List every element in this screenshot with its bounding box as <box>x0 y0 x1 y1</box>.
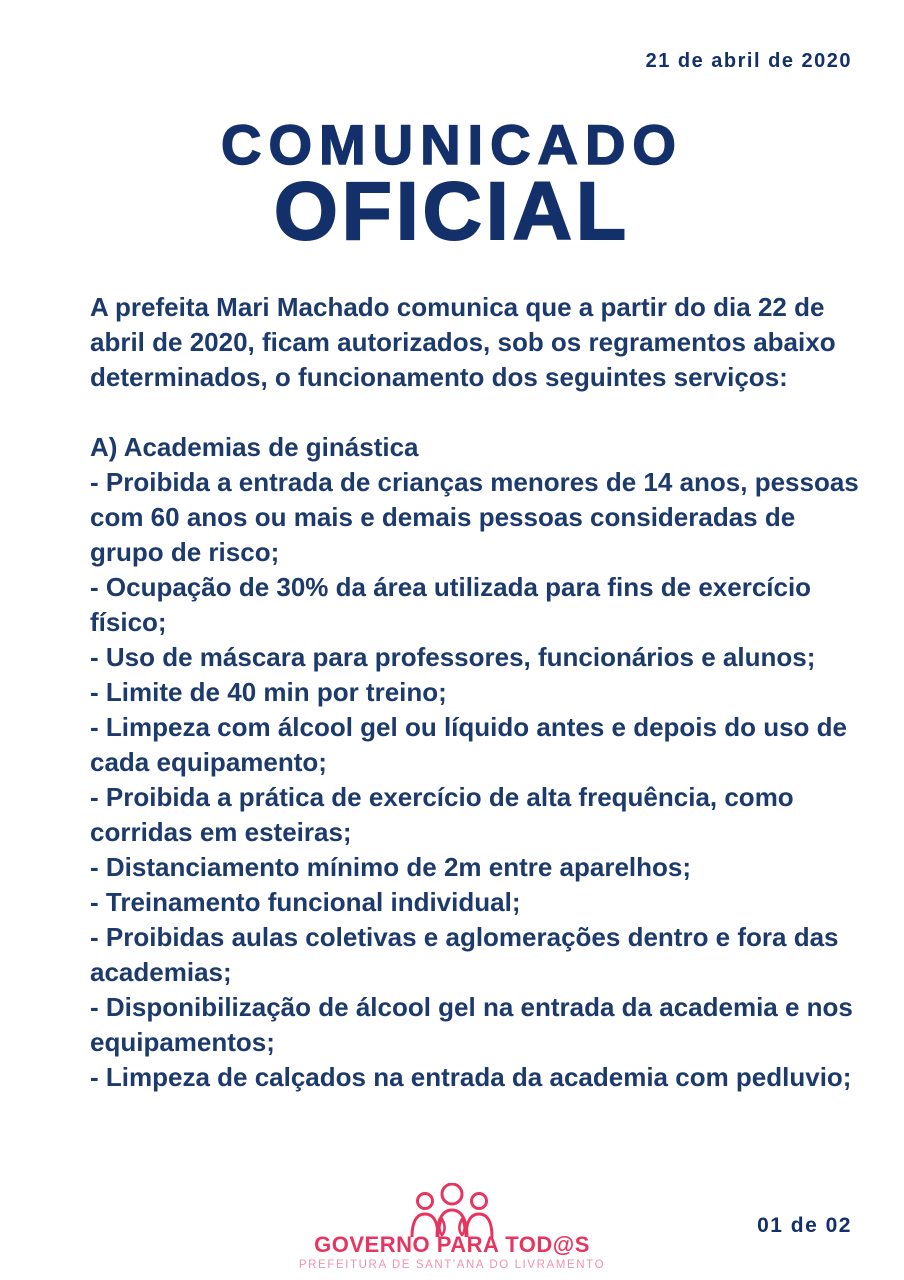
document-body <box>90 290 870 1095</box>
page-title <box>0 113 904 257</box>
section-a-heading: A) Academias de ginástica <box>90 432 419 462</box>
three-people-icon <box>402 1183 502 1237</box>
section-a-item-list <box>90 465 870 1095</box>
governo-para-todos-logo <box>222 1183 682 1272</box>
page-indicator: 01 de 02 <box>757 1214 852 1237</box>
document-date: 21 de abril de 2020 <box>645 50 852 72</box>
list-item: - Proibida a prática de exercício de alta frequência, como corridas em esteiras; <box>90 782 794 847</box>
title-oficial: OFICIAL <box>274 166 630 257</box>
list-item: - Limpeza com álcool gel ou líquido antes e depois do uso de cada equipamento; <box>90 712 847 777</box>
title-comunicado: COMUNICADO <box>221 113 683 176</box>
list-item: - Treinamento funcional individual; <box>90 887 521 917</box>
list-item: - Distanciamento mínimo de 2m entre aparelhos; <box>90 852 692 882</box>
logo-title: GOVERNO PARA TOD@S <box>314 1232 590 1257</box>
list-item: - Uso de máscara para professores, funcionários e alunos; <box>90 642 816 672</box>
list-item: - Proibida a entrada de crianças menores de 14 anos, pessoas com 60 anos ou mais e demais pessoas consideradas de grupo de risco; <box>90 467 859 567</box>
list-item: - Disponibilização de álcool gel na entrada da academia e nos equipamentos; <box>90 992 853 1057</box>
list-item: - Ocupação de 30% da área utilizada para fins de exercício físico; <box>90 572 812 637</box>
list-item: - Limite de 40 min por treino; <box>90 677 447 707</box>
intro-paragraph: A prefeita Mari Machado comunica que a partir do dia 22 de abril de 2020, ficam autorizados, sob os regramentos abaixo determinados, o funcionamento dos seguintes serviços: <box>90 292 836 392</box>
list-item: - Proibidas aulas coletivas e aglomerações dentro e fora das academias; <box>90 922 839 987</box>
list-item: - Limpeza de calçados na entrada da academia com pedluvio; <box>90 1062 852 1092</box>
logo-subtitle: PREFEITURA DE SANT'ANA DO LIVRAMENTO <box>298 1259 606 1271</box>
